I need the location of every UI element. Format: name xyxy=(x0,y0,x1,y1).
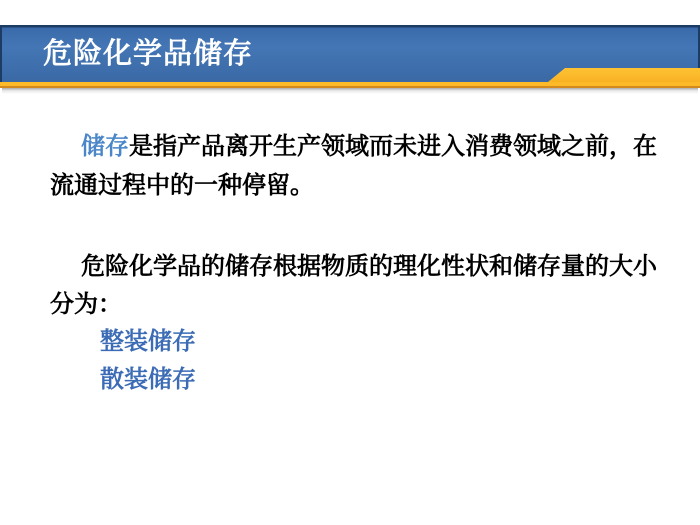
header-banner xyxy=(0,25,700,88)
classification-line1-text: 危险化学品的储存根据物质的理化性状和储存量的大小 xyxy=(81,252,657,280)
definition-line1-text: 是指产品离开生产领域而未进入消费领域之前，在 xyxy=(129,132,657,160)
definition-line2-text: 流通过程中的一种停留。 xyxy=(50,171,314,199)
list-item-bulk-storage: 散装储存 xyxy=(100,365,196,393)
paragraph-classification xyxy=(50,247,657,323)
classification-line2-text: 分为： xyxy=(50,290,122,318)
banner-drop-shadow xyxy=(2,88,698,94)
term-highlight: 储存 xyxy=(81,132,129,160)
paragraph-definition xyxy=(50,127,657,205)
storage-type-list xyxy=(100,322,196,398)
list-item-packaged-storage: 整装储存 xyxy=(100,327,196,355)
banner-yellow-flag-shape xyxy=(548,68,700,82)
slide-title: 危险化学品储存 xyxy=(43,36,254,70)
